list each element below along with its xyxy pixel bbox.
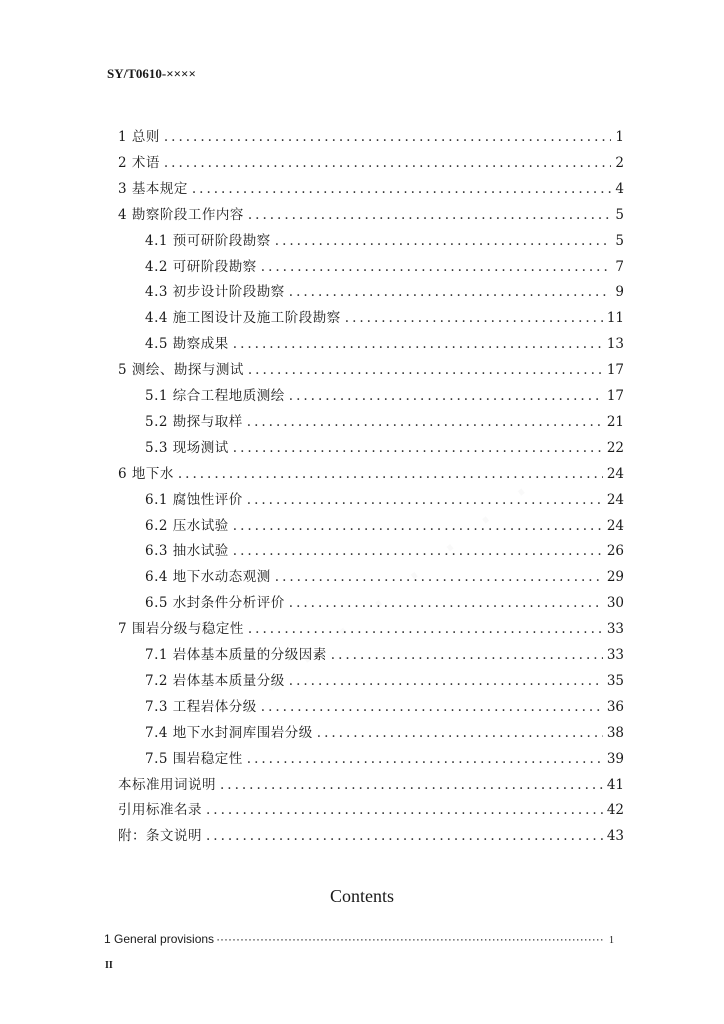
- toc-entry[interactable]: [145, 568, 624, 586]
- toc-entry[interactable]: [145, 672, 624, 690]
- toc-entry[interactable]: [145, 517, 624, 535]
- toc-entry-number: 7.3: [145, 699, 168, 715]
- toc-entry[interactable]: [118, 801, 624, 819]
- toc-entry-number: 4.5: [145, 336, 168, 352]
- toc-entry-page: 29: [606, 569, 624, 585]
- toc-entry-number: 5.1: [145, 388, 168, 404]
- toc-entry-text: 地下水: [131, 466, 174, 482]
- toc-entry-title: [145, 491, 247, 509]
- toc-entry[interactable]: [145, 439, 624, 457]
- toc-entry-text: 地下水动态观测: [172, 569, 271, 585]
- toc-entry-text: 初步设计阶段勘察: [172, 284, 285, 300]
- dot-leader: [220, 776, 603, 794]
- toc-entry-text: 术语: [131, 155, 160, 171]
- toc-entry-page: 5: [615, 207, 624, 223]
- toc-entry-number: 2: [118, 155, 128, 171]
- dot-leader: [345, 309, 603, 327]
- toc-entry-text: 勘察成果: [172, 336, 229, 352]
- toc-entry[interactable]: [145, 594, 624, 612]
- toc-entry-text: 附：条文说明: [118, 828, 202, 844]
- toc-entry[interactable]: [118, 827, 624, 845]
- toc-entry-title: [145, 413, 247, 431]
- toc-entry-number: 4.3: [145, 284, 168, 300]
- dot-leader: [206, 827, 603, 845]
- toc-entry-page: 41: [606, 777, 624, 793]
- toc-entry-text: 本标准用词说明: [118, 777, 216, 793]
- toc-entry-number: 6.5: [145, 595, 168, 611]
- english-toc-entry-title: 1 General provisions: [104, 932, 215, 946]
- dot-leader: [275, 568, 603, 586]
- toc-entry-page: 26: [606, 543, 624, 559]
- toc-entry-number: 6.2: [145, 518, 168, 534]
- toc-entry-title: [118, 361, 248, 379]
- english-toc-entry[interactable]: [104, 932, 614, 946]
- toc-entry[interactable]: [145, 413, 624, 431]
- english-toc-entry-page: 1: [609, 935, 614, 946]
- toc-entry-page: 43: [606, 828, 624, 844]
- toc-entry-text: 围岩分级与稳定性: [131, 621, 244, 637]
- toc-entry[interactable]: [145, 335, 624, 353]
- dot-leader: [248, 620, 603, 638]
- toc-entry[interactable]: [118, 361, 624, 379]
- dot-leader: [248, 206, 612, 224]
- dot-leader: [275, 232, 612, 250]
- dot-leader: [261, 698, 603, 716]
- toc-entry-text: 地下水封洞库围岩分级: [172, 725, 313, 741]
- toc-entry-title: [145, 517, 233, 535]
- dot-leader: [214, 932, 605, 946]
- toc-entry[interactable]: [118, 128, 624, 146]
- document-code: SY/T0610-××××: [107, 66, 196, 81]
- toc-entry[interactable]: [145, 646, 624, 664]
- toc-entry-number: 7.5: [145, 751, 168, 767]
- toc-entry-number: 5.2: [145, 414, 168, 430]
- toc-entry-number: 4.1: [145, 233, 168, 249]
- toc-entry-number: 7.1: [145, 647, 168, 663]
- toc-entry-text: 工程岩体分级: [172, 699, 257, 715]
- toc-entry-page: 9: [615, 284, 624, 300]
- toc-entry-text: 腐蚀性评价: [172, 492, 243, 508]
- dot-leader: [289, 672, 603, 690]
- toc-entry-title: [118, 128, 164, 146]
- toc-entry-text: 岩体基本质量的分级因素: [172, 647, 327, 663]
- toc-entry-title: [145, 283, 289, 301]
- toc-entry-title: [145, 335, 233, 353]
- toc-entry-page: 22: [606, 440, 624, 456]
- toc-entry-text: 总则: [131, 129, 160, 145]
- toc-entry-title: [145, 387, 289, 405]
- dot-leader: [192, 180, 612, 198]
- dot-leader: [247, 750, 603, 768]
- toc-entry-page: 2: [615, 155, 624, 171]
- toc-entry-title: [145, 542, 233, 560]
- toc-entry-text: 施工图设计及施工阶段勘察: [172, 310, 341, 326]
- toc-entry-page: 7: [615, 259, 624, 275]
- toc-entry-title: [145, 724, 317, 742]
- toc-entry[interactable]: [145, 750, 624, 768]
- toc-entry-page: 21: [606, 414, 624, 430]
- dot-leader: [247, 413, 603, 431]
- toc-entry-page: 24: [606, 518, 624, 534]
- dot-leader: [233, 335, 603, 353]
- toc-entry-page: 17: [606, 388, 624, 404]
- toc-entry-title: [145, 594, 289, 612]
- toc-entry-title: [118, 465, 178, 483]
- toc-entry-text: 压水试验: [172, 518, 229, 534]
- toc-entry-title: [145, 750, 247, 768]
- toc-entry-text: 岩体基本质量分级: [172, 673, 285, 689]
- dot-leader: [331, 646, 603, 664]
- toc-entry-title: [118, 154, 164, 172]
- dot-leader: [289, 283, 612, 301]
- toc-entry-number: 7.4: [145, 725, 168, 741]
- toc-entry-number: 3: [118, 181, 128, 197]
- dot-leader: [289, 594, 603, 612]
- toc-entry[interactable]: [118, 620, 624, 638]
- toc-entry-page: 4: [615, 181, 624, 197]
- toc-entry-page: 24: [606, 466, 624, 482]
- toc-entry-page: 38: [606, 725, 624, 741]
- toc-entry-text: 勘探与取样: [172, 414, 243, 430]
- toc-entry-title: [145, 698, 261, 716]
- toc-entry[interactable]: [145, 309, 624, 327]
- toc-entry-title: [145, 232, 275, 250]
- toc-entry-page: 24: [606, 492, 624, 508]
- toc-entry[interactable]: [118, 206, 624, 224]
- toc-entry-title: [118, 801, 206, 819]
- contents-heading: Contents: [329, 886, 394, 906]
- toc-entry-number: 4.4: [145, 310, 168, 326]
- toc-entry-number: 4.2: [145, 259, 168, 275]
- toc-entry-number: 6.1: [145, 492, 168, 508]
- dot-leader: [247, 491, 603, 509]
- page-number: II: [105, 960, 113, 971]
- toc-entry-page: 33: [606, 647, 624, 663]
- toc-entry[interactable]: [145, 698, 624, 716]
- toc-entry-text: 综合工程地质测绘: [172, 388, 285, 404]
- toc-entry-page: 30: [606, 595, 624, 611]
- toc-entry[interactable]: [118, 776, 624, 794]
- dot-leader: [317, 724, 603, 742]
- dot-leader: [164, 128, 612, 146]
- toc-entry-number: 4: [118, 207, 128, 223]
- dot-leader: [261, 258, 612, 276]
- toc-entry[interactable]: [145, 491, 624, 509]
- toc-entry-text: 引用标准名录: [118, 802, 202, 818]
- toc-entry-page: 13: [606, 336, 624, 352]
- toc-entry-title: [118, 180, 192, 198]
- toc-entry[interactable]: [118, 180, 624, 198]
- toc-entry-text: 可研阶段勘察: [172, 259, 257, 275]
- dot-leader: [206, 801, 603, 819]
- toc-entry-number: 6.3: [145, 543, 168, 559]
- toc-entry-title: [118, 620, 248, 638]
- toc-entry-title: [145, 439, 233, 457]
- toc-entry-number: 1: [118, 129, 128, 145]
- toc-entry-title: [118, 776, 220, 794]
- toc-entry-page: 1: [615, 129, 624, 145]
- toc-entry-title: [118, 827, 206, 845]
- toc-entry[interactable]: [145, 232, 624, 250]
- toc-entry-title: [118, 206, 248, 224]
- toc-entry-page: 11: [606, 310, 624, 326]
- toc-entry-page: 36: [606, 699, 624, 715]
- toc-entry-page: 42: [606, 802, 624, 818]
- toc-entry-page: 17: [606, 362, 624, 378]
- dot-leader: [248, 361, 603, 379]
- toc-entry-title: [145, 646, 331, 664]
- dot-leader: [164, 154, 612, 172]
- toc-entry-number: 7: [118, 621, 128, 637]
- toc-entry-number: 5: [118, 362, 128, 378]
- toc-entry-number: 5.3: [145, 440, 168, 456]
- toc-entry-text: 围岩稳定性: [172, 751, 243, 767]
- dot-leader: [233, 542, 603, 560]
- toc-entry-page: 5: [615, 233, 624, 249]
- toc-entry-text: 勘察阶段工作内容: [131, 207, 244, 223]
- toc-entry[interactable]: [145, 387, 624, 405]
- toc-entry-page: 39: [606, 751, 624, 767]
- toc-entry-text: 水封条件分析评价: [172, 595, 285, 611]
- toc-entry-page: 35: [606, 673, 624, 689]
- toc-entry[interactable]: [118, 465, 624, 483]
- toc-entry-text: 现场测试: [172, 440, 229, 456]
- toc-entry-title: [145, 258, 261, 276]
- toc-entry-text: 抽水试验: [172, 543, 229, 559]
- toc-entry-title: [145, 672, 289, 690]
- toc-entry-page: 33: [606, 621, 624, 637]
- toc-entry-number: 6.4: [145, 569, 168, 585]
- dot-leader: [233, 517, 603, 535]
- dot-leader: [178, 465, 603, 483]
- toc-entry-number: 6: [118, 466, 128, 482]
- toc-entry[interactable]: [145, 542, 624, 560]
- toc-entry[interactable]: [145, 258, 624, 276]
- toc-entry[interactable]: [145, 283, 624, 301]
- dot-leader: [289, 387, 603, 405]
- toc-entry-text: 基本规定: [131, 181, 188, 197]
- toc-entry[interactable]: [118, 154, 624, 172]
- toc-entry-title: [145, 568, 275, 586]
- dot-leader: [233, 439, 603, 457]
- toc-entry[interactable]: [145, 724, 624, 742]
- toc-entry-title: [145, 309, 345, 327]
- toc-entry-text: 预可研阶段勘察: [172, 233, 271, 249]
- toc-entry-text: 测绘、勘探与测试: [131, 362, 244, 378]
- toc-entry-number: 7.2: [145, 673, 168, 689]
